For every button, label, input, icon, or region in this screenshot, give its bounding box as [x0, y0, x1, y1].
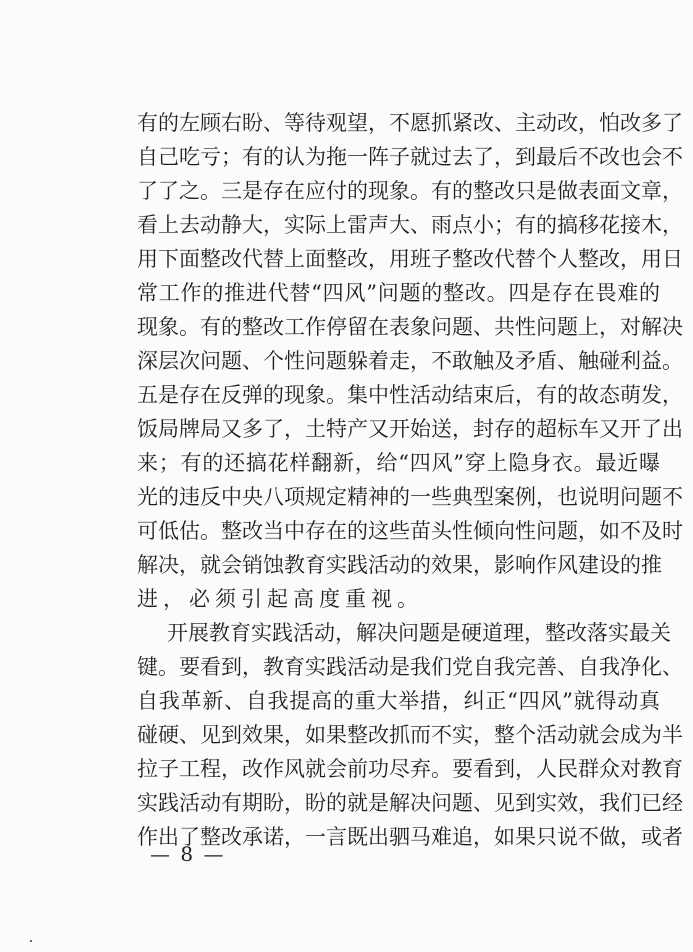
text-line: 五是存在反弹的现象。集中性活动结束后，有的故态萌发， — [137, 383, 683, 407]
text-line: 碰硬、见到效果，如果整改抓而不实，整个活动就会成为半 — [137, 723, 683, 747]
text-line: 作出了整改承诺，一言既出驷马难追，如果只说不做，或者 — [137, 825, 683, 849]
text-line: 有的左顾右盼、等待观望，不愿抓紧改、主动改，怕改多了 — [137, 111, 683, 135]
text-line: 解决，就会销蚀教育实践活动的效果，影响作风建设的推 — [137, 553, 662, 577]
scan-speck — [30, 940, 32, 942]
text-line: 看上去动静大，实际上雷声大、雨点小；有的搞移花接木， — [137, 213, 683, 237]
text-line: 键。要看到，教育实践活动是我们党自我完善、自我净化、 — [137, 655, 683, 679]
text-line: 可低估。整改当中存在的这些苗头性倾向性问题，如不及时 — [137, 519, 683, 543]
text-line: 饭局牌局又多了，土特产又开始送，封存的超标车又开了出 — [137, 417, 683, 441]
text-line: 现象。有的整改工作停留在表象问题、共性问题上，对解决 — [137, 315, 683, 339]
text-line: 常工作的推进代替“四风”问题的整改。四是存在畏难的 — [137, 281, 660, 305]
text-line: 来；有的还搞花样翻新，给“四风”穿上隐身衣。最近曝 — [137, 451, 660, 475]
text-line: 拉子工程，改作风就会前功尽弃。要看到，人民群众对教育 — [137, 757, 683, 781]
text-line: 实践活动有期盼，盼的就是解决问题、见到实效，我们已经 — [137, 791, 683, 815]
text-line: 光的违反中央八项规定精神的一些典型案例，也说明问题不 — [137, 485, 683, 509]
text-line: 用下面整改代替上面整改，用班子整改代替个人整改，用日 — [137, 247, 683, 271]
text-line: 深层次问题、个性问题躲着走，不敢触及矛盾、触碰利益。 — [137, 349, 683, 373]
paragraph-start-line: 开展教育实践活动，解决问题是硬道理，整改落实最关 — [167, 621, 671, 645]
text-line: 了了之。三是存在应付的现象。有的整改只是做表面文章， — [137, 179, 683, 203]
text-line: 自我革新、自我提高的重大举措，纠正“四风”就得动真 — [137, 689, 660, 713]
text-line: 进，必须引起高度重视。 — [137, 587, 423, 611]
body-text — [137, 106, 683, 854]
text-line: 自己吃亏；有的认为拖一阵子就过去了，到最后不改也会不 — [137, 145, 683, 169]
page-number: — 8 — — [150, 842, 226, 866]
